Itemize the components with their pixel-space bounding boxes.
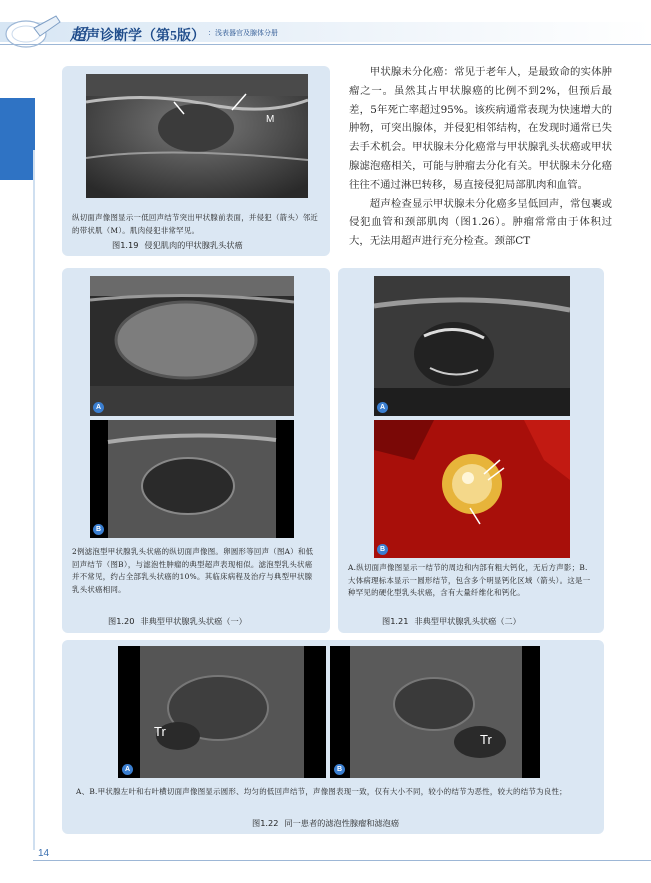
ultrasound-image-graphic (90, 420, 294, 538)
figure-1-22-panel (62, 640, 604, 834)
panel-a-marker: A (122, 764, 133, 775)
figure-1-19-ultrasound-image (86, 74, 308, 198)
figure-1-21a-ultrasound-image (374, 276, 570, 416)
figure-1-21-title (382, 616, 521, 627)
figure-1-20-number: 图1.20 (108, 616, 135, 626)
figure-1-21-title-text: 非典型甲状腺乳头状癌（二） (414, 616, 521, 626)
figure-1-20b-ultrasound-image (90, 420, 294, 538)
ultrasound-probe-icon (4, 8, 64, 52)
book-title-main: 声诊断学（第5版） (86, 29, 206, 44)
trachea-label-b: Tr (480, 732, 492, 747)
muscle-label-m: M (266, 114, 275, 125)
header-rule (0, 44, 651, 45)
body-paragraph-1: 甲状腺未分化癌：常见于老年人，是最致命的实体肿瘤之一。虽然其占甲状腺癌的比例不到2%，但预后最差，5年死亡率超过95%。该疾病通常表现为快速增大的肿物，可突出腺体，并侵犯相邻结构，在发现时通常已失去手术机会。甲状腺未分化癌常与甲状腺乳头状癌或甲状腺滤泡癌相关，可能与肿瘤去分化有关。甲状腺未分化癌往往不通过淋巴转移，易直接侵犯局部肌肉和血管。 (349, 66, 612, 191)
figure-1-22-caption: A、B.甲状腺左叶和右叶横切面声像图显示圆形、均匀的低回声结节，声像图表现一致，仅有大小不同，较小的结节为恶性，较大的结节为良性； (76, 787, 567, 796)
book-title-prefix: 超 (70, 27, 87, 44)
panel-a-marker: A (93, 402, 104, 413)
ultrasound-image-graphic (330, 646, 540, 778)
ultrasound-image-graphic (374, 276, 570, 416)
footer-rule (33, 860, 651, 861)
page-margin-strip (33, 150, 35, 850)
pathology-photo-graphic (374, 420, 570, 558)
ultrasound-image-graphic (86, 74, 308, 198)
figure-1-22-title-text: 同一患者的滤泡性腺瘤和滤泡癌 (284, 818, 400, 828)
figure-1-22-number: 图1.22 (252, 818, 279, 828)
page-number: 14 (38, 848, 50, 859)
panel-a-marker: A (377, 402, 388, 413)
panel-b-marker: B (93, 524, 104, 535)
figure-1-20-title-text: 非典型甲状腺乳头状癌（一） (140, 616, 247, 626)
body-paragraph-2: 超声检查显示甲状腺未分化癌多呈低回声，常包裹或侵犯血管和颈部肌肉（图1.26）。肿瘤常常由于体积过大，无法用超声进行充分检查。颈部CT (349, 197, 612, 248)
figure-1-21-caption: A.纵切面声像图显示一结节的周边和内部有粗大钙化，无后方声影；B.大体病理标本显示一圆形结节，包含多个明显钙化区域（箭头）。这是一种罕见的硬化型乳头状癌，含有大量纤维化和钙化。 (348, 563, 591, 597)
figure-1-21b-pathology-photo (374, 420, 570, 558)
figure-1-22-title (252, 818, 399, 829)
body-text (349, 63, 612, 251)
book-title (70, 22, 205, 45)
figure-1-19-title (112, 240, 243, 251)
panel-b-marker: B (334, 764, 345, 775)
ultrasound-image-graphic (90, 276, 294, 416)
figure-1-19-panel (62, 66, 330, 256)
figure-1-19-title-text: 侵犯肌肉的甲状腺乳头状癌 (144, 240, 243, 250)
ultrasound-image-graphic (118, 646, 326, 778)
figure-1-19-caption: 纵切面声像图显示一低回声结节突出甲状腺前表面，并侵犯（箭头）邻近的带状肌（M）。肌肉侵犯非常罕见。 (72, 213, 319, 235)
figure-1-20-title (108, 616, 247, 627)
figure-1-19-number: 图1.19 (112, 240, 139, 250)
chapter-side-tab (0, 98, 35, 180)
panel-b-marker: B (377, 544, 388, 555)
figure-1-21-panel (338, 268, 604, 633)
figure-1-20a-ultrasound-image (90, 276, 294, 416)
book-subtitle: ：浅表器官及腺体分册 (208, 30, 278, 37)
figure-1-22a-ultrasound-image (118, 646, 326, 778)
figure-1-21-number: 图1.21 (382, 616, 409, 626)
figure-1-20-caption: 2例滤泡型甲状腺乳头状癌的纵切面声像图。卵圆形等回声（图A）和低回声结节（图B），与滤泡性肿瘤的典型超声表现相似。滤泡型乳头状癌并不常见，约占全部乳头状癌的10%。其临床病程及治疗与典型甲状腺乳头状癌相同。 (72, 547, 314, 594)
trachea-label-a: Tr (154, 724, 166, 739)
figure-1-22b-ultrasound-image (330, 646, 540, 778)
page-header (0, 0, 651, 58)
figure-1-20-panel (62, 268, 330, 633)
